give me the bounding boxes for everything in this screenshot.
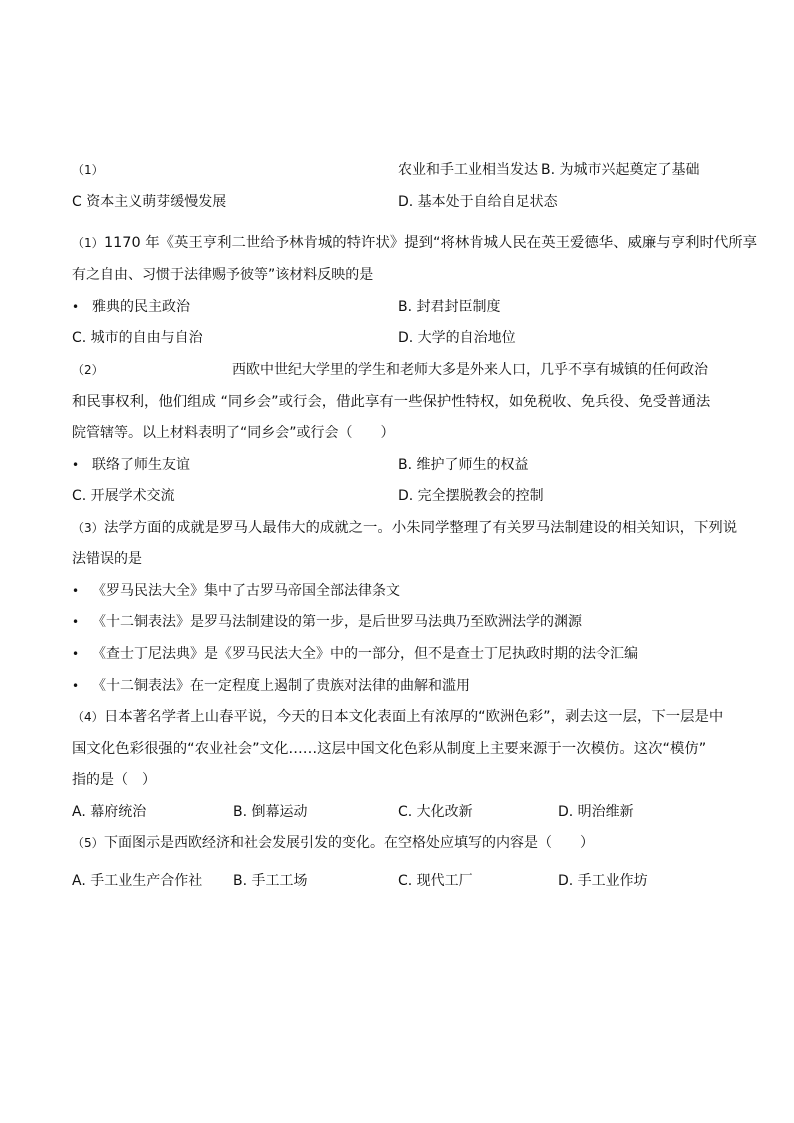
question-number: （1） (72, 236, 104, 250)
bullet-icon: • (72, 300, 80, 314)
question-stem: 有之自由、习惯于法律赐予彼等”该材料反映的是 (72, 267, 374, 283)
option-d: D. 基本处于自给自足状态 (398, 194, 558, 210)
option-a: 雅典的民主政治 (92, 299, 190, 315)
option-c: C. 开展学术交流 (72, 488, 175, 504)
bullet-icon: • (72, 458, 80, 472)
option-c: C. 大化改新 (398, 804, 473, 820)
option-d: 《十二铜表法》在一定程度上遏制了贵族对法律的曲解和滥用 (92, 678, 470, 694)
option-c: C. 现代工厂 (398, 873, 473, 889)
option-b: B. 为城市兴起奠定了基础 (541, 162, 700, 178)
bullet-icon: • (72, 647, 80, 661)
option-a: A. 手工业生产合作社 (72, 873, 203, 889)
option-b: 《十二铜表法》是罗马法制建设的第一步，是后世罗马法典乃至欧洲法学的渊源 (92, 614, 582, 630)
question-number: （4） (72, 710, 104, 724)
option-b: B. 倒幕运动 (233, 804, 308, 820)
question-stem: 1170 年《英王亨利二世给予林肯城的特许状》提到“将林肯城人民在英王爱德华、威廉与亨利时代所享 (104, 235, 758, 251)
bullet-icon: • (72, 584, 80, 598)
question-number: （5） (72, 836, 104, 850)
option-a: 《罗马民法大全》集中了古罗马帝国全部法律条文 (92, 583, 400, 599)
option-c: 《查士丁尼法典》是《罗马民法大全》中的一部分，但不是查士丁尼执政时期的法令汇编 (92, 646, 638, 662)
option-a: 联络了师生友谊 (92, 457, 190, 473)
bullet-icon: • (72, 679, 80, 693)
option-a: 农业和手工业相当发达 (398, 162, 538, 178)
question-stem: 下面图示是西欧经济和社会发展引发的变化。在空格处应填写的内容是（ ） (104, 835, 594, 851)
option-d: D. 完全摆脱教会的控制 (398, 488, 544, 504)
question-stem: 法学方面的成就是罗马人最伟大的成就之一。小朱同学整理了有关罗马法制建设的相关知识，下列说 (104, 520, 738, 536)
option-b: B. 维护了师生的权益 (398, 457, 529, 473)
question-number: （1） (72, 163, 104, 177)
question-stem: 西欧中世纪大学里的学生和老师大多是外来人口，几乎不享有城镇的任何政治 (232, 362, 708, 378)
question-number: （2） (72, 363, 104, 377)
option-d: D. 明治维新 (558, 804, 634, 820)
question-stem: 院管辖等。以上材料表明了“同乡会”或行会（ ） (72, 425, 395, 441)
option-a: A. 幕府统治 (72, 804, 147, 820)
question-stem: 日本著名学者上山春平说，今天的日本文化表面上有浓厚的“欧洲色彩”，剥去这一层，下一层是中 (104, 709, 724, 725)
option-c: C 资本主义萌芽缓慢发展 (72, 194, 227, 210)
option-c: C. 城市的自由与自治 (72, 330, 203, 346)
question-stem: 指的是（ ） (72, 772, 156, 788)
option-d: D. 手工业作坊 (558, 873, 648, 889)
question-stem: 和民事权利，他们组成 “同乡会”或行会，借此享有一些保护性特权，如免税收、免兵役、免受普通法 (72, 394, 711, 410)
question-stem: 法错误的是 (72, 551, 142, 567)
bullet-icon: • (72, 615, 80, 629)
option-b: B. 封君封臣制度 (398, 299, 501, 315)
option-b: B. 手工工场 (233, 873, 308, 889)
question-number: （3） (72, 521, 104, 535)
option-d: D. 大学的自治地位 (398, 330, 516, 346)
question-stem: 国文化色彩很强的“农业社会”文化……这层中国文化色彩从制度上主要来源于一次模仿。这次“模仿” (72, 741, 707, 757)
